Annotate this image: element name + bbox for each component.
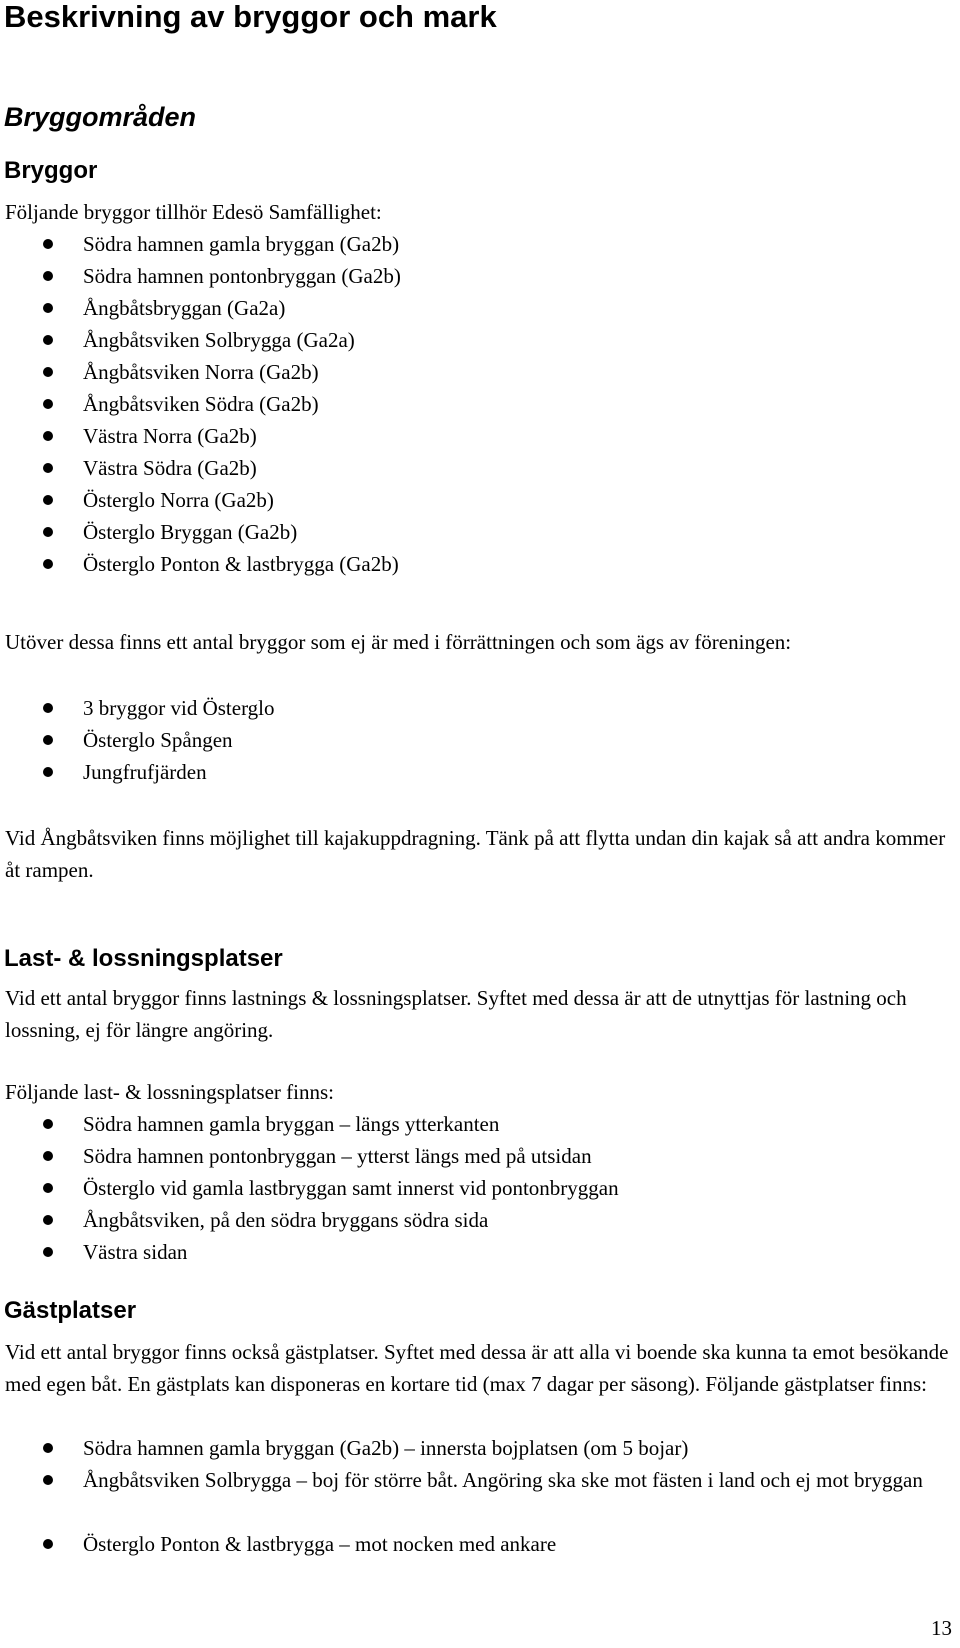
bullet-icon	[43, 463, 53, 473]
bullet-icon	[43, 1443, 53, 1453]
list-item: Ångbåtsviken Solbrygga – boj för större båt. Angöring ska ske mot fästen i land och ej mot bryggan	[0, 1464, 923, 1528]
list-item: Västra Södra (Ga2b)	[0, 452, 401, 484]
list-item: Österglo Norra (Ga2b)	[0, 484, 401, 516]
extra-bryggor-list	[0, 692, 275, 788]
bullet-icon	[43, 703, 53, 713]
gast-intro: Vid ett antal bryggor finns också gästplatser. Syftet med dessa är att alla vi boende ska kunna ta emot besökande med egen båt. En gästplats kan disponeras en kortare tid (max 7 dagar per säsong). Följande gästplatser finns:	[5, 1340, 949, 1396]
list-item: Ångbåtsviken Södra (Ga2b)	[0, 388, 401, 420]
last-list	[0, 1108, 619, 1268]
list-item: Ångbåtsbryggan (Ga2a)	[0, 292, 401, 324]
bullet-icon	[43, 735, 53, 745]
extra-bryggor-intro: Utöver dessa finns ett antal bryggor som ej är med i förrättningen och som ägs av föreningen:	[5, 630, 792, 654]
list-item: Österglo Bryggan (Ga2b)	[0, 516, 401, 548]
list-item: 3 bryggor vid Österglo	[0, 692, 275, 724]
bullet-icon	[43, 495, 53, 505]
last-heading: Last- & lossningsplatser	[4, 945, 283, 972]
bullet-icon	[43, 767, 53, 777]
bullet-icon	[43, 239, 53, 249]
bullet-icon	[43, 431, 53, 441]
last-intro: Vid ett antal bryggor finns lastnings & lossningsplatser. Syftet med dessa är att de utnyttjas för lastning och lossning, ej för längre angöring.	[5, 986, 907, 1042]
list-item: Österglo vid gamla lastbryggan samt innerst vid pontonbryggan	[0, 1172, 619, 1204]
bullet-icon	[43, 1151, 53, 1161]
list-item: Södra hamnen gamla bryggan – längs ytterkanten	[0, 1108, 619, 1140]
list-item: Södra hamnen gamla bryggan (Ga2b) – innersta bojplatsen (om 5 bojar)	[0, 1432, 923, 1464]
list-item: Jungfrufjärden	[0, 756, 275, 788]
page-title: Beskrivning av bryggor och mark	[4, 0, 497, 34]
list-item: Västra sidan	[0, 1236, 619, 1268]
bryggor-heading: Bryggor	[4, 157, 98, 184]
bullet-icon	[43, 1183, 53, 1193]
list-item: Södra hamnen gamla bryggan (Ga2b)	[0, 228, 401, 260]
list-item: Österglo Ponton & lastbrygga – mot nocken med ankare	[0, 1528, 923, 1560]
kajak-note: Vid Ångbåtsviken finns möjlighet till kajakuppdragning. Tänk på att flytta undan din kajak så att andra kommer åt rampen.	[5, 826, 946, 882]
list-item: Ångbåtsviken, på den södra bryggans södra sida	[0, 1204, 619, 1236]
bullet-icon	[43, 527, 53, 537]
last-list-intro: Följande last- & lossningsplatser finns:	[5, 1080, 334, 1104]
bullet-icon	[43, 559, 53, 569]
bullet-icon	[43, 1539, 53, 1549]
list-item: Österglo Spången	[0, 724, 275, 756]
bullet-icon	[43, 1475, 53, 1485]
gast-heading: Gästplatser	[4, 1297, 137, 1324]
list-item: Ångbåtsviken Solbrygga (Ga2a)	[0, 324, 401, 356]
bullet-icon	[43, 399, 53, 409]
list-item: Ångbåtsviken Norra (Ga2b)	[0, 356, 401, 388]
bullet-icon	[43, 271, 53, 281]
bullet-icon	[43, 303, 53, 313]
list-item: Västra Norra (Ga2b)	[0, 420, 401, 452]
bryggor-intro: Följande bryggor tillhör Edesö Samfällighet:	[5, 200, 382, 224]
gast-list	[0, 1432, 923, 1560]
list-item: Österglo Ponton & lastbrygga (Ga2b)	[0, 548, 401, 580]
bryggor-list	[0, 228, 401, 580]
section-heading: Bryggområden	[4, 102, 197, 132]
bullet-icon	[43, 1119, 53, 1129]
list-item: Södra hamnen pontonbryggan – ytterst längs med på utsidan	[0, 1140, 619, 1172]
bullet-icon	[43, 335, 53, 345]
list-item: Södra hamnen pontonbryggan (Ga2b)	[0, 260, 401, 292]
page-number: 13	[931, 1616, 952, 1640]
bullet-icon	[43, 1247, 53, 1257]
bullet-icon	[43, 367, 53, 377]
bullet-icon	[43, 1215, 53, 1225]
